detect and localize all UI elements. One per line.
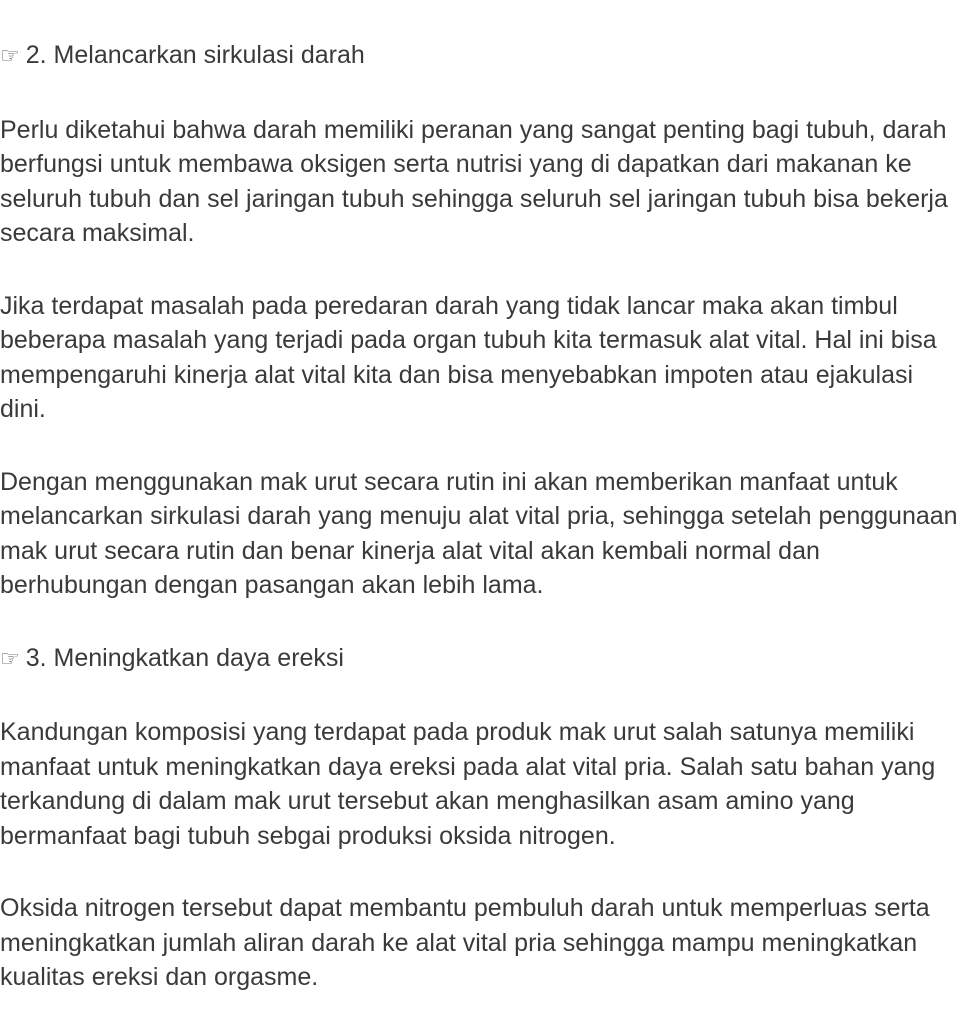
paragraph: Jika terdapat masalah pada peredaran darah yang tidak lancar maka akan timbul beberapa masalah yang terjadi pada organ tubuh kita termasuk alat vital. Hal ini bisa mempengaruhi kinerja alat vital kita dan bisa menyebabkan impoten atau ejakulasi dini. (0, 291, 937, 423)
article-body (0, 38, 960, 1033)
pointing-hand-icon: ☞ (0, 44, 20, 69)
paragraph: Kandungan komposisi yang terdapat pada produk mak urut salah satunya memiliki manfaat untuk meningkatkan daya ereksi pada alat vital pria. Salah satu bahan yang terkandung di dalam mak urut tersebut akan menghasilkan asam amino yang bermanfaat bagi tubuh sebgai produksi oksida nitrogen. (0, 718, 936, 850)
pointing-hand-icon: ☞ (0, 646, 20, 672)
paragraph: Oksida nitrogen tersebut dapat membantu pembuluh darah untuk memperluas serta meningkatkan jumlah aliran darah ke alat vital pria sehingga mampu meningkatkan kualitas ereksi dan orgasme. (0, 894, 930, 991)
paragraph: Dengan menggunakan mak urut secara rutin ini akan memberikan manfaat untuk melancarkan sirkulasi darah yang menuju alat vital pria, sehingga setelah penggunaan mak urut secara rutin dan benar kinerja alat vital akan kembali normal dan berhubungan dengan pasangan akan lebih lama. (0, 467, 958, 599)
section-heading-3-text: 3. Meningkatkan daya ereksi (25, 643, 344, 672)
section-heading-3 (0, 641, 960, 678)
section-heading-2-text: 2. Melancarkan sirkulasi darah (25, 41, 365, 69)
paragraph: Perlu diketahui bahwa darah memiliki peranan yang sangat penting bagi tubuh, darah berfungsi untuk membawa oksigen serta nutrisi yang di dapatkan dari makanan ke seluruh tubuh dan sel jaringan tubuh sehingga seluruh sel jaringan tubuh bisa bekerja secara maksimal. (0, 115, 948, 247)
section-heading-2 (0, 38, 960, 75)
